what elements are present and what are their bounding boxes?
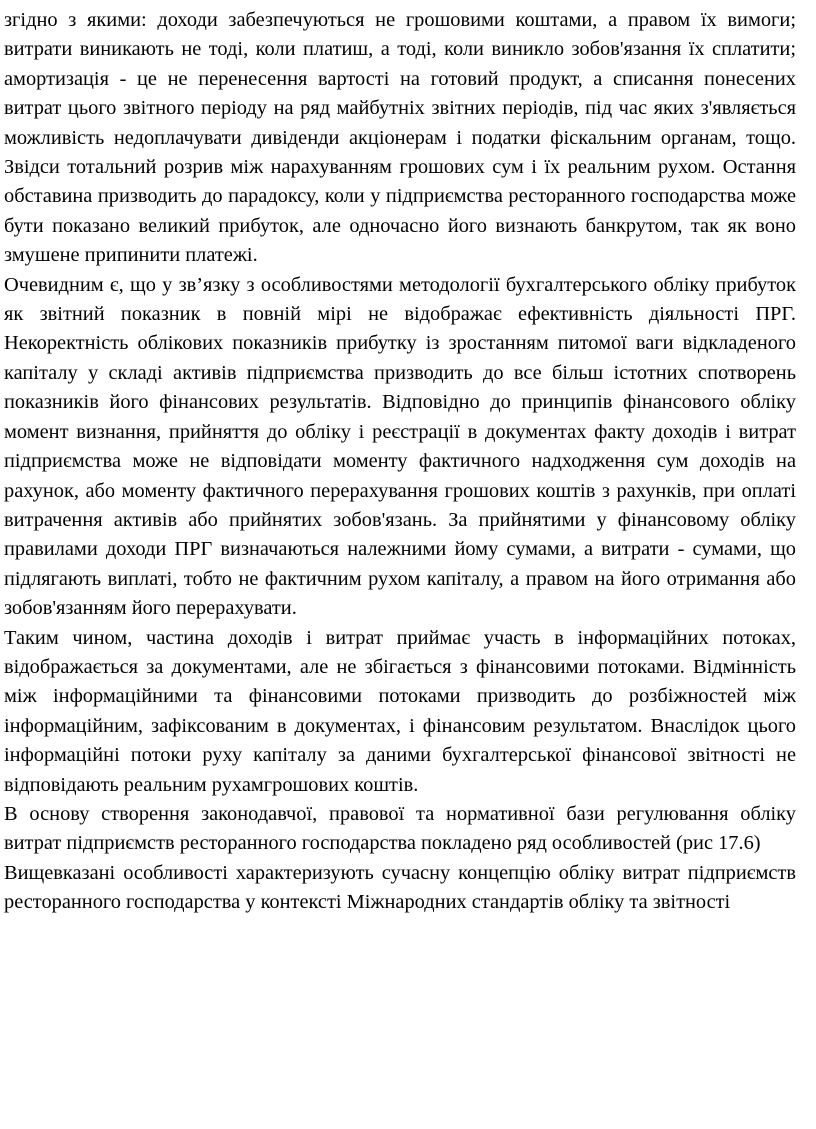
paragraph-3: Таким чином, частина доходів і витрат приймає участь в інформаційних потоках, відображається за документами, але не збігається з фінансовими потоками. Відмінність між інформаційними та фінансовими потоками призводить до розбіжностей між інформаційним, зафіксованим в документах, і фінансовим результатом. Внаслідок цього інформаційні потоки руху капіталу за даними бухгалтерської фінансової звітності не відповідають реальним рухамгрошових коштів. xyxy=(4,626,796,796)
paragraph-5: Вищевказані особливості характеризують сучасну концепцію обліку витрат підприємств ресторанного господарства у контексті Міжнародних стандартів обліку та звітності xyxy=(4,861,796,914)
paragraph-2: Очевидним є, що у зв’язку з особливостями методології бухгалтерського обліку прибуток як звітний показник в повній мірі не відображає ефективність діяльності ПРГ. Некоректність облікових показників прибутку із зростанням питомої ваги відкладеного капіталу у складі активів підприємства призводить до все більш істотних спотворень показників його фінансових результатів. Відповідно до принципів фінансового обліку момент визнання, прийняття до обліку і реєстрації в документах факту доходів і витрат підприємства може не відповідати моменту фактичного надходження сум доходів на рахунок, або моменту фактичного перерахування грошових коштів з рахунків, при оплаті витрачення активів або прийнятих зобов'язань. За прийнятими у фінансовому обліку правилами доходи ПРГ визначаються належними йому сумами, а витрати - сумами, що підлягають виплаті, тобто не фактичним рухом капіталу, а правом на його отримання або зобов'язанням його перерахувати. xyxy=(4,273,796,620)
paragraph-1: згідно з якими: доходи забезпечуються не грошовими коштами, а правом їх вимоги; витрати виникають не тоді, коли платиш, а тоді, коли виникло зобов'язання їх сплатити; амортизація - це не перенесення вартості на готовий продукт, а списання понесених витрат цього звітного періоду на ряд майбутніх звітних періодів, під час яких з'являється можливість недоплачувати дивіденди акціонерам і податки фіскальним органам, тощо. Звідси тотальний розрив між нарахуванням грошових сум і їх реальним рухом. Остання обставина призводить до парадоксу, коли у підприємства ресторанного господарства може бути показано великий прибуток, але одночасно його визнають банкрутом, так як воно змушене припинити платежі. xyxy=(4,9,796,267)
paragraph-4: В основу створення законодавчої, правової та нормативної бази регулювання обліку витрат підприємств ресторанного господарства покладено ряд особливостей (рис 17.6) xyxy=(4,802,796,855)
